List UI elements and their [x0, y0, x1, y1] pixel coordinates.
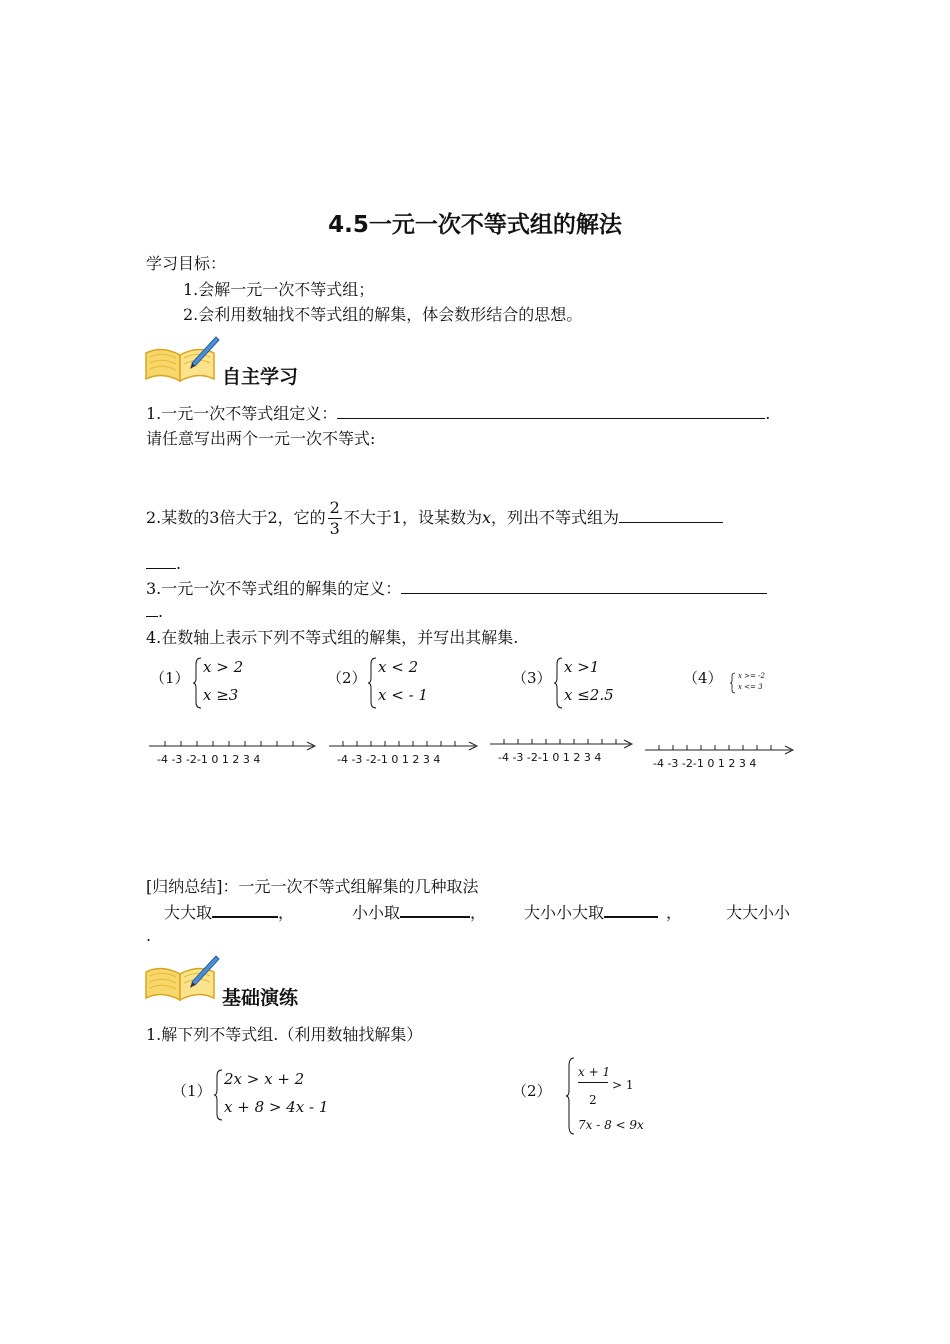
- q1-answer-blank[interactable]: [337, 402, 765, 419]
- brace-icon: [566, 1056, 576, 1136]
- q4-sys3-line2: x ≤2.5: [564, 686, 614, 704]
- q2-frac-den: 3: [329, 519, 340, 538]
- q2-answer-blank[interactable]: [619, 506, 723, 523]
- rule-big-big: [164, 900, 294, 923]
- rule-b-blank[interactable]: [400, 900, 470, 918]
- rule-mixed: [524, 900, 682, 923]
- rule-d-text: 大大小小: [726, 903, 791, 922]
- q3-answer-blank[interactable]: [401, 577, 767, 594]
- q2-text-b: 不大于1，设某数为: [343, 508, 483, 527]
- rule-a-text: 大大取: [164, 903, 213, 922]
- q2-cont: [146, 552, 181, 573]
- number-line-axis: [329, 736, 499, 752]
- q4-sys4-line2: x <= 3: [738, 683, 763, 691]
- ex1-system-2: [566, 1056, 676, 1136]
- rule-c-sep: ，: [666, 903, 683, 922]
- q4-sys4-label: （4）: [683, 669, 723, 687]
- ex1-sys1-line1: 2x > x + 2: [224, 1070, 305, 1088]
- q1-line2: 请任意写出两个一元一次不等式:: [146, 429, 376, 448]
- q2-end: .: [176, 554, 182, 573]
- q4-system-4: [730, 672, 810, 696]
- q2-prompt: [146, 500, 723, 537]
- q2-text-c: ，列出不等式组为: [491, 508, 620, 527]
- q2-answer-blank-cont[interactable]: [146, 552, 176, 569]
- q3-answer-blank-cont[interactable]: [146, 600, 158, 617]
- ex1-sys2-frac-den: 2: [589, 1093, 597, 1107]
- rule-small-small: [352, 900, 486, 923]
- number-line-4[interactable]: [645, 740, 815, 774]
- q2-frac-num: 2: [329, 498, 340, 517]
- q4-sys3-line1: x >1: [564, 658, 600, 676]
- ex1-sys2-label: （2）: [512, 1082, 552, 1100]
- q1-end: .: [765, 404, 771, 423]
- brace-icon: [554, 656, 564, 710]
- number-line-labels: -4 -3 -2-1 0 1 2 3 4: [498, 751, 602, 764]
- q4-sys2-line2: x < - 1: [378, 686, 428, 704]
- number-line-labels: -4 -3 -2-1 0 1 2 3 4: [337, 753, 441, 766]
- goal-item-2: 2.会利用数轴找不等式组的解集，体会数形结合的思想。: [183, 305, 583, 324]
- summary-rules: [164, 900, 824, 922]
- rule-a-blank[interactable]: [212, 900, 278, 918]
- summary-end: .: [146, 926, 152, 945]
- ex1-prompt: 1.解下列不等式组.（利用数轴找解集）: [146, 1025, 423, 1044]
- q1-text: 1.一元一次不等式组定义：: [146, 404, 338, 423]
- section-heading-basic-practice: 基础演练: [222, 987, 299, 1009]
- q3-end: .: [158, 602, 164, 621]
- rule-c-blank[interactable]: [604, 900, 658, 918]
- page-title: 4.5一元一次不等式组的解法: [328, 212, 622, 238]
- open-book-pen-icon: [142, 952, 220, 1004]
- q4-sys1-label: （1）: [150, 669, 190, 687]
- q3-text: 3.一元一次不等式组的解集的定义：: [146, 579, 402, 598]
- number-line-2[interactable]: [329, 736, 499, 770]
- q3-prompt: [146, 576, 767, 599]
- ex1-sys1-label: （1）: [172, 1082, 212, 1100]
- ex1-sys2-frac-bar: [578, 1082, 608, 1083]
- goal-item-1: 1.会解一元一次不等式组；: [183, 280, 375, 299]
- ex1-sys2-rel: > 1: [612, 1078, 634, 1092]
- summary-heading: [归纳总结]：一元一次不等式组解集的几种取法: [146, 877, 479, 896]
- q4-sys1-line1: x > 2: [203, 658, 244, 676]
- goals-heading: 学习目标：: [146, 254, 227, 273]
- section-heading-self-study: 自主学习: [222, 366, 299, 388]
- q4-system-2: [368, 656, 448, 710]
- rule-b-text: 小小取: [352, 903, 401, 922]
- ex1-system-1: [214, 1068, 344, 1122]
- q2-var: x: [482, 508, 492, 527]
- rule-a-sep: ，: [278, 903, 295, 922]
- q4-sys2-label: （2）: [327, 669, 367, 687]
- q3-cont: [146, 600, 163, 621]
- q4-sys2-line1: x < 2: [378, 658, 419, 676]
- q4-system-3: [554, 656, 634, 710]
- brace-icon: [214, 1068, 224, 1122]
- open-book-pen-icon: [142, 333, 220, 385]
- q2-text-a: 2.某数的3倍大于2，它的: [146, 508, 326, 527]
- q4-system-1: [193, 656, 273, 710]
- brace-icon: [730, 672, 736, 694]
- ex1-sys2-line2: 7x - 8 < 9x: [578, 1118, 644, 1132]
- number-line-1[interactable]: [149, 736, 319, 770]
- brace-icon: [368, 656, 378, 710]
- q2-fraction: [328, 500, 342, 537]
- q4-sys1-line2: x ≥3: [203, 686, 239, 704]
- rule-b-sep: ，: [470, 903, 487, 922]
- number-line-3[interactable]: [490, 734, 660, 768]
- q4-prompt: 4.在数轴上表示下列不等式组的解集，并写出其解集.: [146, 628, 519, 647]
- number-line-axis: [149, 736, 319, 752]
- number-line-labels: -4 -3 -2-1 0 1 2 3 4: [157, 753, 261, 766]
- ex1-sys2-frac-num: x + 1: [578, 1065, 611, 1079]
- number-line-axis: [645, 740, 815, 756]
- number-line-labels: -4 -3 -2-1 0 1 2 3 4: [653, 757, 757, 770]
- number-line-axis: [490, 734, 660, 750]
- rule-c-text: 大小小大取: [524, 903, 605, 922]
- q4-sys3-label: （3）: [512, 669, 552, 687]
- q1-prompt: [146, 401, 770, 424]
- ex1-sys1-line2: x + 8 > 4x - 1: [224, 1098, 329, 1116]
- brace-icon: [193, 656, 203, 710]
- q4-sys4-line1: x >= -2: [738, 672, 765, 680]
